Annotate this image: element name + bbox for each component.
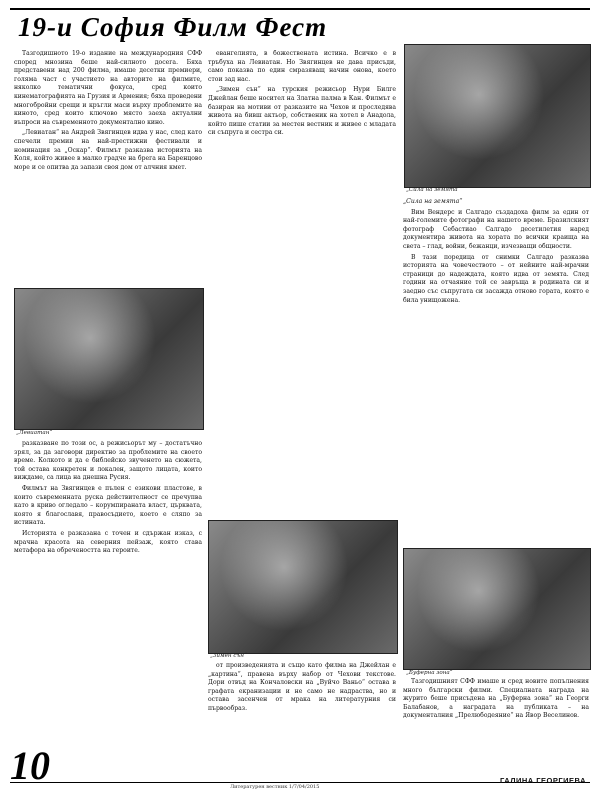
caption-leviathan: „Левиатан“ (16, 430, 53, 436)
paragraph: Филмът на Звягинцев е пълен с езикови пластове, в които съвременната руска действителност се пречупва като в криво огледало – корумпираната власт, църквата, която я благославя, правосъдието, което е сляпо за истината. (14, 484, 202, 527)
column-3-lower (403, 678, 589, 774)
column-1-lower (14, 440, 202, 772)
column-2-lower (208, 662, 396, 774)
paragraph: Вим Вендерс и Салгадо създадоха филм за един от най-големите фотографи на нашето време. Бразилският фотограф Себастиао Салгадо десетилетия наред документира живота на хората по всички краища на света – глад, войни, бежанци, изчезващи общности. (403, 208, 589, 250)
caption-buffer-zone: „Буферна зона“ (406, 670, 453, 676)
photo-salt-of-the-earth (404, 44, 591, 188)
author-name: ГАЛИНА ГЕОРГИЕВА (499, 776, 586, 785)
photo-leviathan (14, 288, 204, 430)
paragraph: от произведенията и също като филма на Джейлан е „картина“, правена върху набор от Чехови текстове. Дори отвъд на Кончаловски на „Вуйчо Ваньо“ остава в графата екранизации и не само не надраства, но и остава засенчен от мрака на литературния си първообраз. (208, 662, 396, 712)
photo-buffer-zone (403, 548, 591, 670)
paragraph: Тазгодишният СФФ имаше и сред новите попълнения много български филми. Специалната награда на журито беше присъдена на „Буферна зона“ на Георги Балабанов, а наградата на публиката – на документалния „Прелюбодеяние“ на Явор Веселинов. (403, 678, 589, 720)
paragraph: „Зимен сън“ на турския режисьор Нури Билге Джейлан беше носител на Златна палма в Кан. Филмът е базиран на мотиви от разказите на Чехов и проследява живота на бивш актьор, собственик на хотел в Анадола, който пише статии за местен вестник и живее с младата си съпруга и сестра си. (208, 86, 396, 137)
footer-text: Литературен вестник 1/7/04/2015 (230, 784, 320, 790)
paragraph: „Левиатан“ на Андрей Звягинцев идва у нас, след като спечели премии на най-престижни фестивали и номинация за „Оскар“. Филмът разказва историята на Коля, който живее в малко градче на брега на Баренцово море и се опитва да запази своя дом от алчния кмет. (14, 129, 202, 171)
photo-winter-sleep (208, 520, 398, 654)
page-number: 10 (10, 743, 50, 788)
caption-salt-of-the-earth: „Сила на земята“ (406, 187, 461, 193)
paragraph: В тази поредица от снимки Салгадо разказва историята на човечеството – от нейните най-мрачни страници до надеждата, която идва от земята. След години на отчаяние той се завръща в родината си и заедно със съпругата си засажда отново гората, която е била унищожена. (403, 253, 589, 304)
top-rule (10, 8, 590, 10)
paragraph: Историята е разказана с точен и сдържан изказ, с мрачна красота на северния пейзаж, която става метафора на обречеността на героите. (14, 529, 202, 555)
caption-winter-sleep: „Зимен сън“ (210, 653, 247, 659)
page-title: 19-и София Филм Фест (18, 12, 328, 42)
column-2 (208, 50, 396, 520)
paragraph: евангелията, в божествената истина. Всичко е в тръбуха на Левиатан. Но Звягинцев не дава присъди, само показва по един смразяващ начин онова, което стои зад нас. (208, 50, 396, 83)
column-1 (14, 50, 202, 174)
subheading: „Сила на земята“ (403, 198, 463, 205)
paragraph: Тазгодишното 19-о издание на международния СФФ според мнозина беше най-силното досега. Бяха представени над 200 филма, имаше десетки премиери, голяма част с участието на авторите на филмите, няколко тематични фокуса, сред които кинематографията на Грузия и Армения; бяха проведени многобройни срещи и кръгли маси върху проблемите на киното, сред които ключово място заеха актуални въпроси на съвременното документално кино. (14, 50, 202, 126)
paragraph: разказване по този ос, а режисьорът му – достатъчно зрял, за да заговори директно за проблемите на своето време. Колкото и да е библейско звученето на сюжета, той остава конкретен и локален, защото лицата, които виждаме, са лица на днешна Русия. (14, 440, 202, 482)
